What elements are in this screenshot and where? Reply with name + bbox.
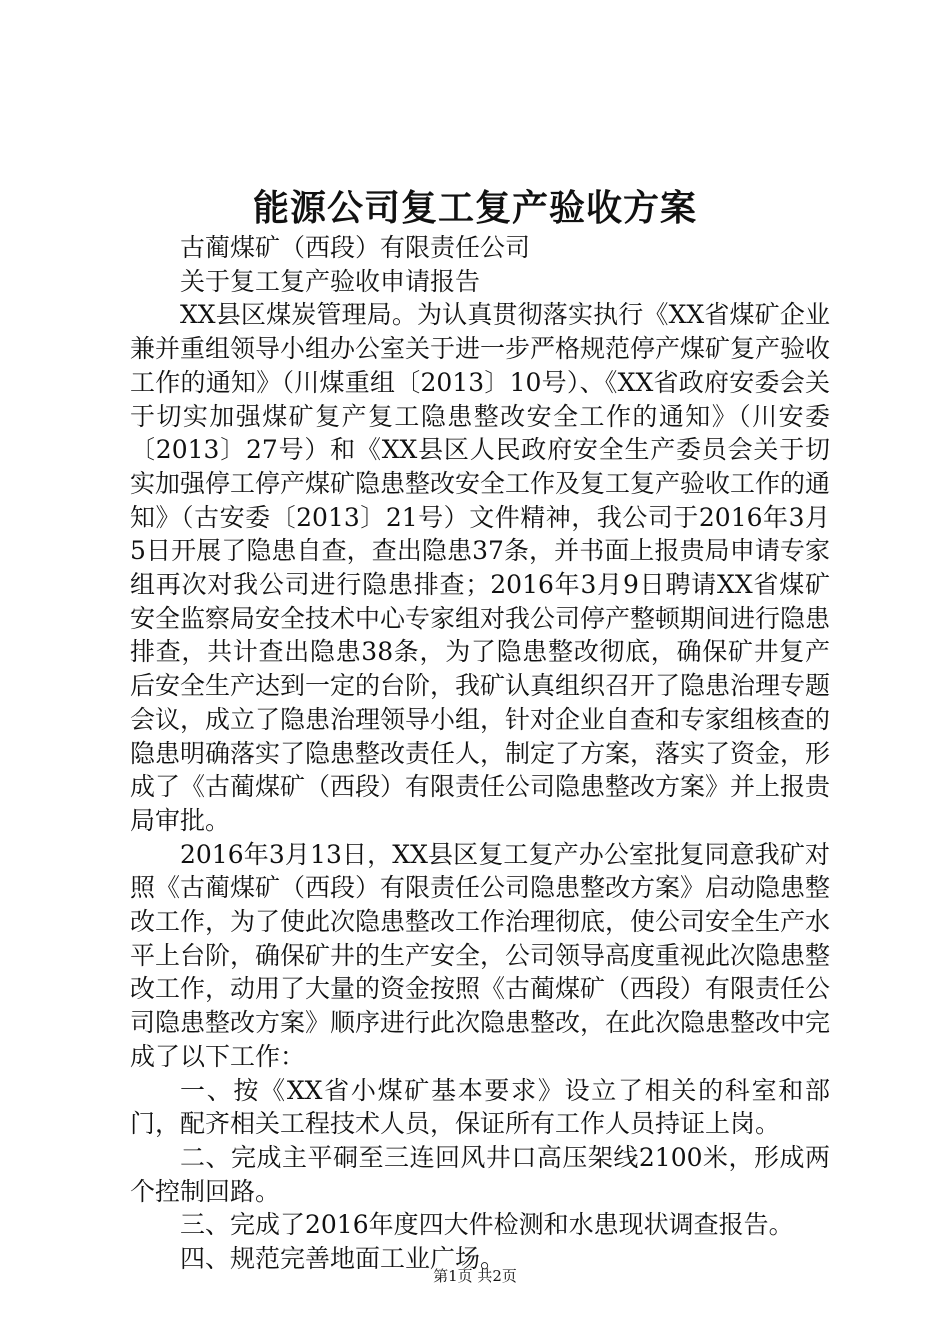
body-paragraph: 2016年3月13日，XX县区复工复产办公室批复同意我矿对照《古蔺煤矿（西段）有限责任公司隐患整改方案》启动隐患整改工作，为了使此次隐患整改工作治理彻底，使公司安全生产水平上台阶，确保矿井的生产安全，公司领导高度重视此次隐患整改工作，动用了大量的资金按照《古蔺煤矿（西段）有限责任公司隐患整改方案》顺序进行此次隐患整改，在此次隐患整改中完成了以下工作： (130, 839, 831, 1071)
list-item-4: 四、规范完善地面工业广场。 (180, 1244, 506, 1274)
list-item-1: 一、按《XX省小煤矿基本要求》设立了相关的科室和部门，配齐相关工程技术人员，保证所有工作人员持证上岗。 (130, 1075, 830, 1139)
list-item-2: 二、完成主平硐至三连回风井口高压架线2100米，形成两个控制回路。 (130, 1142, 830, 1206)
list-item-3: 三、完成了2016年度四大件检测和水患现状调查报告。 (180, 1210, 794, 1240)
document-body (130, 231, 830, 1276)
company-name-line: 古蔺煤矿（西段）有限责任公司 (180, 233, 531, 262)
document-title: 能源公司复工复产验收方案 (252, 188, 697, 229)
page-footer: 第1页 共2页 (433, 1267, 517, 1285)
report-subtitle-line: 关于复工复产验收申请报告 (180, 266, 481, 296)
body-paragraph: XX县区煤炭管理局。为认真贯彻落实执行《XX省煤矿企业兼并重组领导小组办公室关于进一步严格规范停产煤矿复产验收工作的通知》（川煤重组〔2013〕10号）、《XX省政府安委会关于切实加强煤矿复产复工隐患整改安全工作的通知》（川安委〔2013〕27号）和《XX县区人民政府安全生产委员会关于切实加强停工停产煤矿隐患整改安全工作及复工复产验收工作的通知》（古安委〔2013〕21号）文件精神，我公司于2016年3月5日开展了隐患自查，查出隐患37条，并书面上报贵局申请专家组再次对我公司进行隐患排查；2016年3月9日聘请XX省煤矿安全监察局安全技术中心专家组对我公司停产整顿期间进行隐患排查，共计查出隐患38条，为了隐患整改彻底，确保矿井复产后安全生产达到一定的台阶，我矿认真组织召开了隐患治理专题会议，成立了隐患治理领导小组，针对企业自查和专家组核查的隐患明确落实了隐患整改责任人，制定了方案，落实了资金，形成了《古蔺煤矿（西段）有限责任公司隐患整改方案》并上报贵局审批。 (130, 300, 831, 835)
